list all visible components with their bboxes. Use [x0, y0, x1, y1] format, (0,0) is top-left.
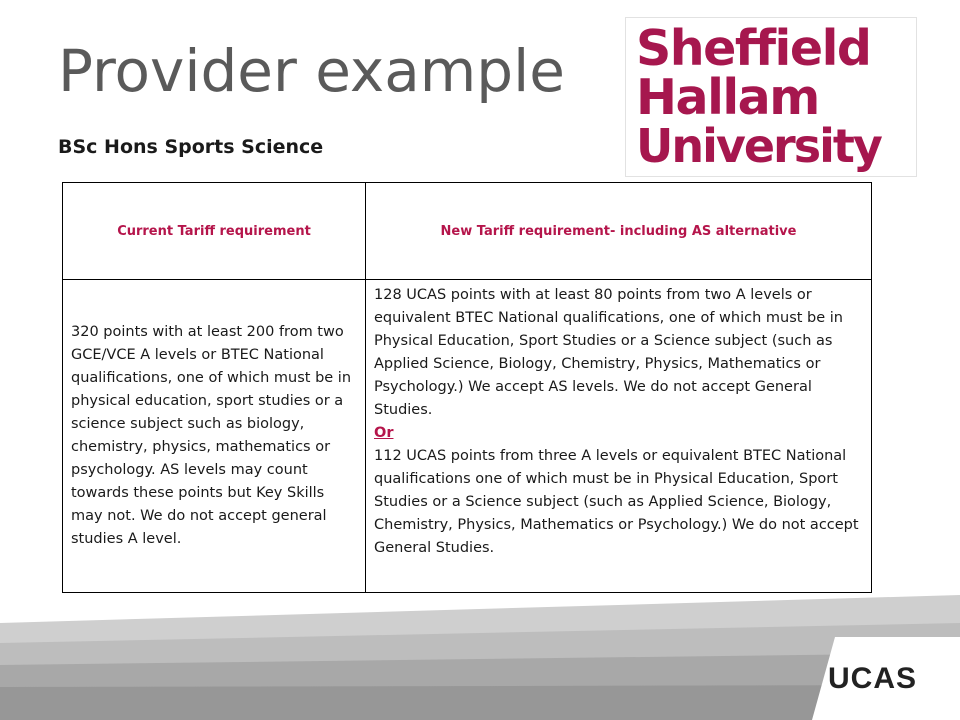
- footer-band-graphic: [0, 595, 960, 720]
- new-tariff-cell: [366, 280, 872, 593]
- table-header-row: [63, 183, 872, 280]
- or-label: Or: [374, 425, 394, 441]
- page-title: Provider example: [58, 37, 565, 105]
- header-new-tariff: New Tariff requirement- including AS alternative: [366, 183, 872, 280]
- sheffield-hallam-logo: [625, 17, 917, 177]
- course-subtitle: BSc Hons Sports Science: [58, 136, 324, 158]
- current-tariff-text: 320 points with at least 200 from two GCE/VCE A levels or BTEC National qualifications, one of which must be in physical education, sport studies or a science subject such as biology, chemistry, physics, mathematics or psychology. AS levels may count towards these points but Key Skills may not. We do not accept general studies A level.: [63, 280, 366, 593]
- new-tariff-option-1: 128 UCAS points with at least 80 points from two A levels or equivalent BTEC National qualifications, one of which must be in Physical Education, Sport Studies or a Science subject (such as Applied Science, Biology, Chemistry, Physics, Mathematics or Psychology.) We accept AS levels. We do not accept General Studies.: [374, 287, 843, 418]
- table-row: [63, 280, 872, 593]
- tariff-comparison-table: [62, 182, 872, 593]
- logo-line-1: Sheffield: [636, 20, 871, 77]
- logo-line-3: University: [636, 119, 881, 173]
- header-current-tariff: Current Tariff requirement: [63, 183, 366, 280]
- logo-line-2: Hallam: [636, 69, 819, 126]
- new-tariff-option-2: 112 UCAS points from three A levels or equivalent BTEC National qualifications one of which must be in Physical Education, Sport Studies or a Science subject (such as Applied Science, Biology, Chemistry, Physics, Mathematics or Psychology.) We do not accept General Studies.: [374, 448, 859, 556]
- ucas-logo: UCAS: [828, 662, 918, 695]
